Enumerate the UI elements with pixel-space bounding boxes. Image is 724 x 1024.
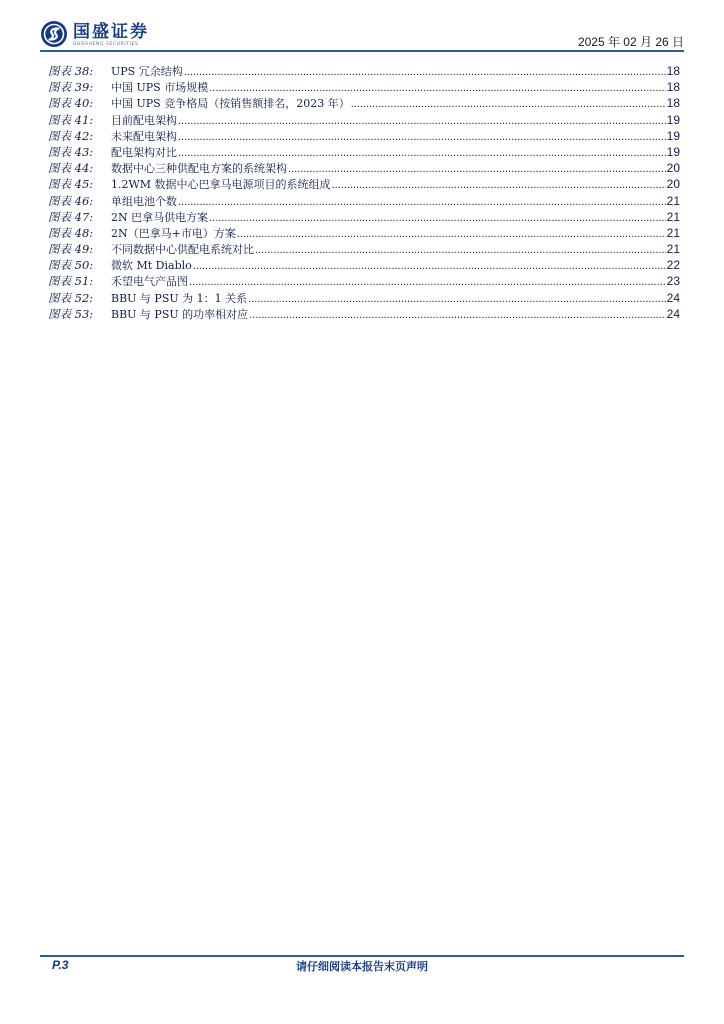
toc-leader-dots — [248, 291, 666, 307]
toc-entry-page: 22 — [666, 258, 680, 273]
toc-entry-title: 配电架构对比 — [111, 145, 177, 159]
toc-leader-dots — [178, 145, 666, 161]
toc-entry-page: 20 — [666, 161, 680, 176]
toc-entry-number: 图表 52: — [48, 290, 94, 305]
toc-entry-number: 图表 43: — [48, 144, 94, 159]
toc-entry-title: 1.2WM 数据中心巴拿马电源项目的系统组成 — [111, 178, 331, 192]
toc-entry-page: 20 — [666, 177, 680, 192]
toc-entry-number: 图表 42: — [48, 128, 94, 143]
guosheng-logo — [40, 20, 149, 54]
toc-leader-dots — [178, 129, 666, 145]
toc-entry[interactable] — [48, 112, 680, 128]
toc-entry-number: 图表 45: — [48, 177, 94, 192]
toc-entry[interactable] — [48, 128, 680, 144]
toc-entry-page: 19 — [666, 128, 680, 143]
toc-entry[interactable] — [48, 193, 680, 209]
toc-entry[interactable] — [48, 160, 680, 176]
toc-leader-dots — [184, 64, 666, 80]
toc-entry[interactable] — [48, 144, 680, 160]
toc-entry-page: 19 — [666, 144, 680, 159]
header-divider — [40, 50, 684, 52]
toc-entry-page: 21 — [666, 209, 680, 224]
toc-entry[interactable] — [48, 257, 680, 273]
toc-entry-page: 21 — [666, 242, 680, 257]
toc-entry-page: 18 — [666, 80, 680, 95]
toc-entry-number: 图表 47: — [48, 209, 94, 224]
toc-entry[interactable] — [48, 209, 680, 225]
toc-entry-number: 图表 40: — [48, 96, 94, 111]
toc-entry[interactable] — [48, 290, 680, 306]
toc-entry-title: 微软 Mt Diablo — [111, 259, 192, 273]
toc-leader-dots — [178, 113, 666, 129]
toc-entry-page: 21 — [666, 193, 680, 208]
toc-entry-number: 图表 48: — [48, 225, 94, 240]
toc-leader-dots — [351, 96, 666, 112]
toc-entry-number: 图表 51: — [48, 274, 94, 289]
page-number: P.3 — [52, 958, 69, 972]
toc-entry-number: 图表 41: — [48, 112, 94, 127]
toc-entry-page: 18 — [666, 64, 680, 78]
toc-leader-dots — [332, 177, 666, 193]
footer-divider — [40, 955, 684, 957]
toc-entry[interactable] — [48, 306, 680, 322]
toc-entry-page: 21 — [666, 225, 680, 240]
toc-entry-page: 18 — [666, 96, 680, 111]
toc-entry-title: UPS 冗余结构 — [111, 65, 183, 78]
toc-entry-page: 24 — [666, 290, 680, 305]
toc-leader-dots — [189, 274, 666, 290]
toc-entry[interactable] — [48, 95, 680, 111]
guosheng-logo-icon — [40, 20, 68, 48]
toc-entry-number: 图表 53: — [48, 306, 94, 321]
toc-leader-dots — [209, 80, 665, 96]
toc-entry-page: 19 — [666, 112, 680, 127]
toc-entry[interactable] — [48, 225, 680, 241]
toc-entry-title: 2N 巴拿马供电方案 — [111, 210, 209, 224]
toc-entry-title: BBU 与 PSU 的功率相对应 — [111, 307, 249, 321]
toc-leader-dots — [178, 194, 666, 210]
toc-entry-title: 不同数据中心供配电系统对比 — [111, 243, 254, 257]
figure-list — [48, 63, 680, 322]
toc-entry-page: 23 — [666, 274, 680, 289]
toc-entry-number: 图表 49: — [48, 242, 94, 257]
toc-entry-title: BBU 与 PSU 为 1：1 关系 — [111, 291, 248, 305]
toc-entry-number: 图表 50: — [48, 258, 94, 273]
toc-entry-title: 单组电池个数 — [111, 194, 177, 208]
logo-english-name: GUOSHENG SECURITIES — [73, 42, 139, 47]
toc-entry-title: 目前配电架构 — [111, 113, 177, 127]
toc-entry[interactable] — [48, 273, 680, 289]
toc-leader-dots — [288, 161, 666, 177]
toc-entry-number: 图表 38: — [48, 64, 94, 78]
toc-entry-title: 数据中心三种供配电方案的系统架构 — [111, 162, 287, 176]
toc-entry-number: 图表 46: — [48, 193, 94, 208]
toc-leader-dots — [193, 258, 666, 274]
toc-leader-dots — [237, 226, 666, 242]
toc-entry-title: 中国 UPS 竞争格局（按销售额排名，2023 年） — [111, 97, 350, 111]
toc-entry-number: 图表 44: — [48, 161, 94, 176]
disclaimer-text: 请仔细阅读本报告末页声明 — [296, 960, 428, 973]
toc-entry-title: 禾望电气产品图 — [111, 275, 188, 289]
logo-chinese-name: 国盛证券 — [73, 22, 149, 42]
toc-leader-dots — [249, 307, 666, 323]
toc-entry-title: 2N（巴拿马+市电）方案 — [111, 226, 236, 240]
report-date: 2025 年 02 月 26 日 — [577, 35, 684, 49]
toc-entry-title: 中国 UPS 市场规模 — [111, 81, 209, 95]
toc-entry-number: 图表 39: — [48, 80, 94, 95]
toc-entry-title: 未来配电架构 — [111, 129, 177, 143]
toc-entry[interactable] — [48, 79, 680, 95]
toc-leader-dots — [255, 242, 666, 258]
toc-leader-dots — [209, 210, 666, 226]
toc-entry[interactable] — [48, 176, 680, 192]
toc-entry[interactable] — [48, 241, 680, 257]
toc-entry-page: 24 — [666, 306, 680, 321]
toc-entry[interactable] — [48, 63, 680, 79]
